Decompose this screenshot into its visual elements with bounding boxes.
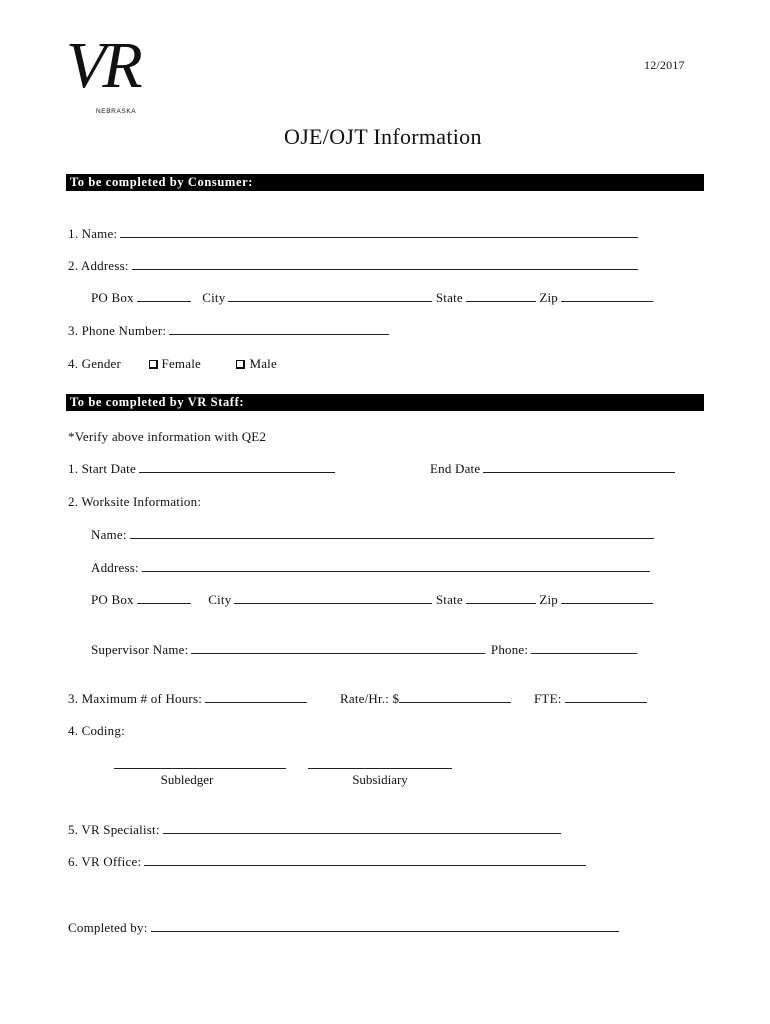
gender-label: 4. Gender (68, 356, 122, 371)
office-field[interactable] (144, 854, 586, 866)
specialist-row (68, 822, 561, 838)
start-date-label: 1. Start Date (68, 461, 136, 476)
max-hours-label: 3. Maximum # of Hours: (68, 691, 203, 706)
rate-field[interactable] (399, 691, 511, 703)
address-row (68, 258, 638, 274)
completed-by-label: Completed by: (68, 920, 148, 935)
specialist-label: 5. VR Specialist: (68, 822, 160, 837)
male-option[interactable] (236, 356, 277, 371)
ws-state-label: State (435, 592, 463, 607)
address-field[interactable] (132, 258, 638, 270)
po-box-label: PO Box (91, 290, 134, 305)
supervisor-field[interactable] (191, 642, 485, 654)
staff-section-heading: To be completed by VR Staff: (66, 394, 704, 411)
supervisor-phone-field[interactable] (531, 642, 637, 654)
phone-row (68, 323, 389, 339)
supervisor-row (91, 642, 637, 658)
coding-label: 4. Coding: (68, 723, 125, 738)
max-hours-field[interactable] (205, 691, 307, 703)
name-label: 1. Name: (68, 226, 118, 241)
worksite-label: 2. Worksite Information: (68, 494, 202, 509)
end-date-field[interactable] (483, 461, 675, 473)
verify-note: *Verify above information with QE2 (68, 429, 267, 444)
po-box-field[interactable] (137, 290, 191, 302)
female-label: Female (161, 356, 201, 371)
city-field[interactable] (228, 290, 432, 302)
female-option[interactable] (149, 356, 201, 371)
end-date-label: End Date (430, 461, 481, 476)
vr-logo-subtext: NEBRASKA (96, 108, 137, 115)
ws-po-box-field[interactable] (137, 592, 191, 604)
office-label: 6. VR Office: (68, 854, 142, 869)
male-checkbox[interactable] (236, 360, 245, 369)
end-date-row (430, 461, 675, 477)
ws-name-field[interactable] (130, 527, 654, 539)
name-field[interactable] (120, 226, 638, 238)
city-label: City (202, 290, 226, 305)
ws-state-field[interactable] (466, 592, 536, 604)
subledger-field[interactable] (114, 756, 286, 769)
ws-address-field[interactable] (142, 560, 650, 572)
ws-city-label: City (208, 592, 232, 607)
max-hours-row (68, 691, 307, 707)
ws-name-row (91, 527, 654, 543)
rate-label: Rate/Hr.: $ (340, 691, 400, 706)
fte-field[interactable] (565, 691, 647, 703)
completed-by-row (68, 920, 619, 936)
state-field[interactable] (466, 290, 536, 302)
supervisor-label: Supervisor Name: (91, 642, 189, 657)
office-row (68, 854, 586, 870)
address-label: 2. Address: (68, 258, 129, 273)
ws-po-box-label: PO Box (91, 592, 134, 607)
fte-row (534, 691, 647, 707)
subledger-caption: Subledger (160, 772, 214, 787)
female-checkbox[interactable] (149, 360, 158, 369)
ws-name-label: Name: (91, 527, 127, 542)
consumer-section-heading: To be completed by Consumer: (66, 174, 704, 191)
ws-po-city-state-zip-row (91, 592, 653, 608)
zip-field[interactable] (561, 290, 653, 302)
subsidiary-caption: Subsidiary (352, 772, 408, 787)
form-date: 12/2017 (644, 58, 685, 72)
zip-label: Zip (539, 290, 558, 305)
start-date-field[interactable] (139, 461, 335, 473)
ws-zip-label: Zip (539, 592, 558, 607)
ws-city-field[interactable] (234, 592, 432, 604)
phone-field[interactable] (169, 323, 389, 335)
ws-address-label: Address: (91, 560, 139, 575)
supervisor-phone-label: Phone: (490, 642, 529, 657)
vr-logo (66, 28, 139, 104)
gender-row (68, 356, 277, 372)
name-row (68, 226, 638, 242)
page-title: OJE/OJT Information (284, 124, 482, 149)
ws-zip-field[interactable] (561, 592, 653, 604)
phone-label: 3. Phone Number: (68, 323, 167, 338)
vr-logo-text: VR (66, 29, 139, 102)
state-label: State (435, 290, 463, 305)
rate-row (340, 691, 511, 707)
start-date-row (68, 461, 335, 477)
po-city-state-zip-row (91, 290, 653, 306)
specialist-field[interactable] (163, 822, 561, 834)
fte-label: FTE: (534, 691, 562, 706)
male-label: Male (249, 356, 277, 371)
ws-address-row (91, 560, 650, 576)
subsidiary-field[interactable] (308, 756, 452, 769)
completed-by-field[interactable] (151, 920, 619, 932)
